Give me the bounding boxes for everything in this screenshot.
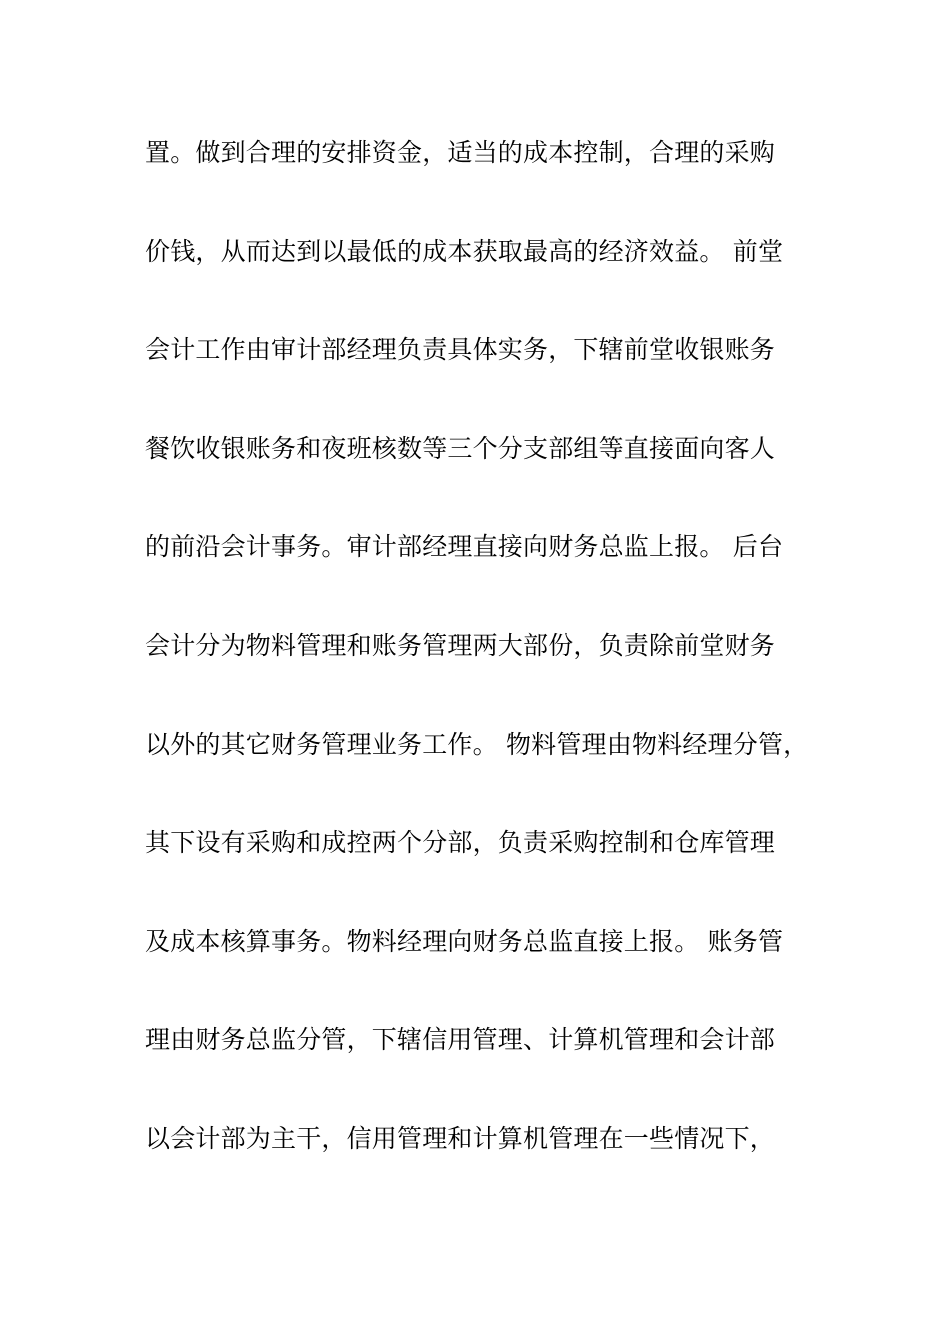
body-text bbox=[145, 128, 845, 1213]
text-line-3: 会计工作由审计部经理负责具体实务，下辖前堂收银账务 bbox=[145, 335, 776, 365]
text-line-9: 及成本核算事务。物料经理向财务总监直接上报。 账务管 bbox=[145, 926, 784, 956]
text-line-7: 以外的其它财务管理业务工作。 物料管理由物料经理分管， bbox=[145, 729, 809, 759]
text-line-8: 其下设有采购和成控两个分部，负责采购控制和仓库管理 bbox=[145, 828, 776, 858]
text-line-2: 价钱，从而达到以最低的成本获取最高的经济效益。 前堂 bbox=[145, 236, 784, 266]
text-line-10: 理由财务总监分管，下辖信用管理、计算机管理和会计部 bbox=[145, 1025, 776, 1055]
text-line-4: 餐饮收银账务和夜班核数等三个分支部组等直接面向客人 bbox=[145, 433, 776, 463]
text-line-11: 以会计部为主干，信用管理和计算机管理在一些情况下， bbox=[145, 1123, 776, 1153]
text-line-1: 置。做到合理的安排资金，适当的成本控制，合理的采购 bbox=[145, 138, 776, 167]
text-line-6: 会计分为物料管理和账务管理两大部份，负责除前堂财务 bbox=[145, 630, 776, 660]
text-line-5: 的前沿会计事务。审计部经理直接向财务总监上报。 后台 bbox=[145, 532, 784, 562]
